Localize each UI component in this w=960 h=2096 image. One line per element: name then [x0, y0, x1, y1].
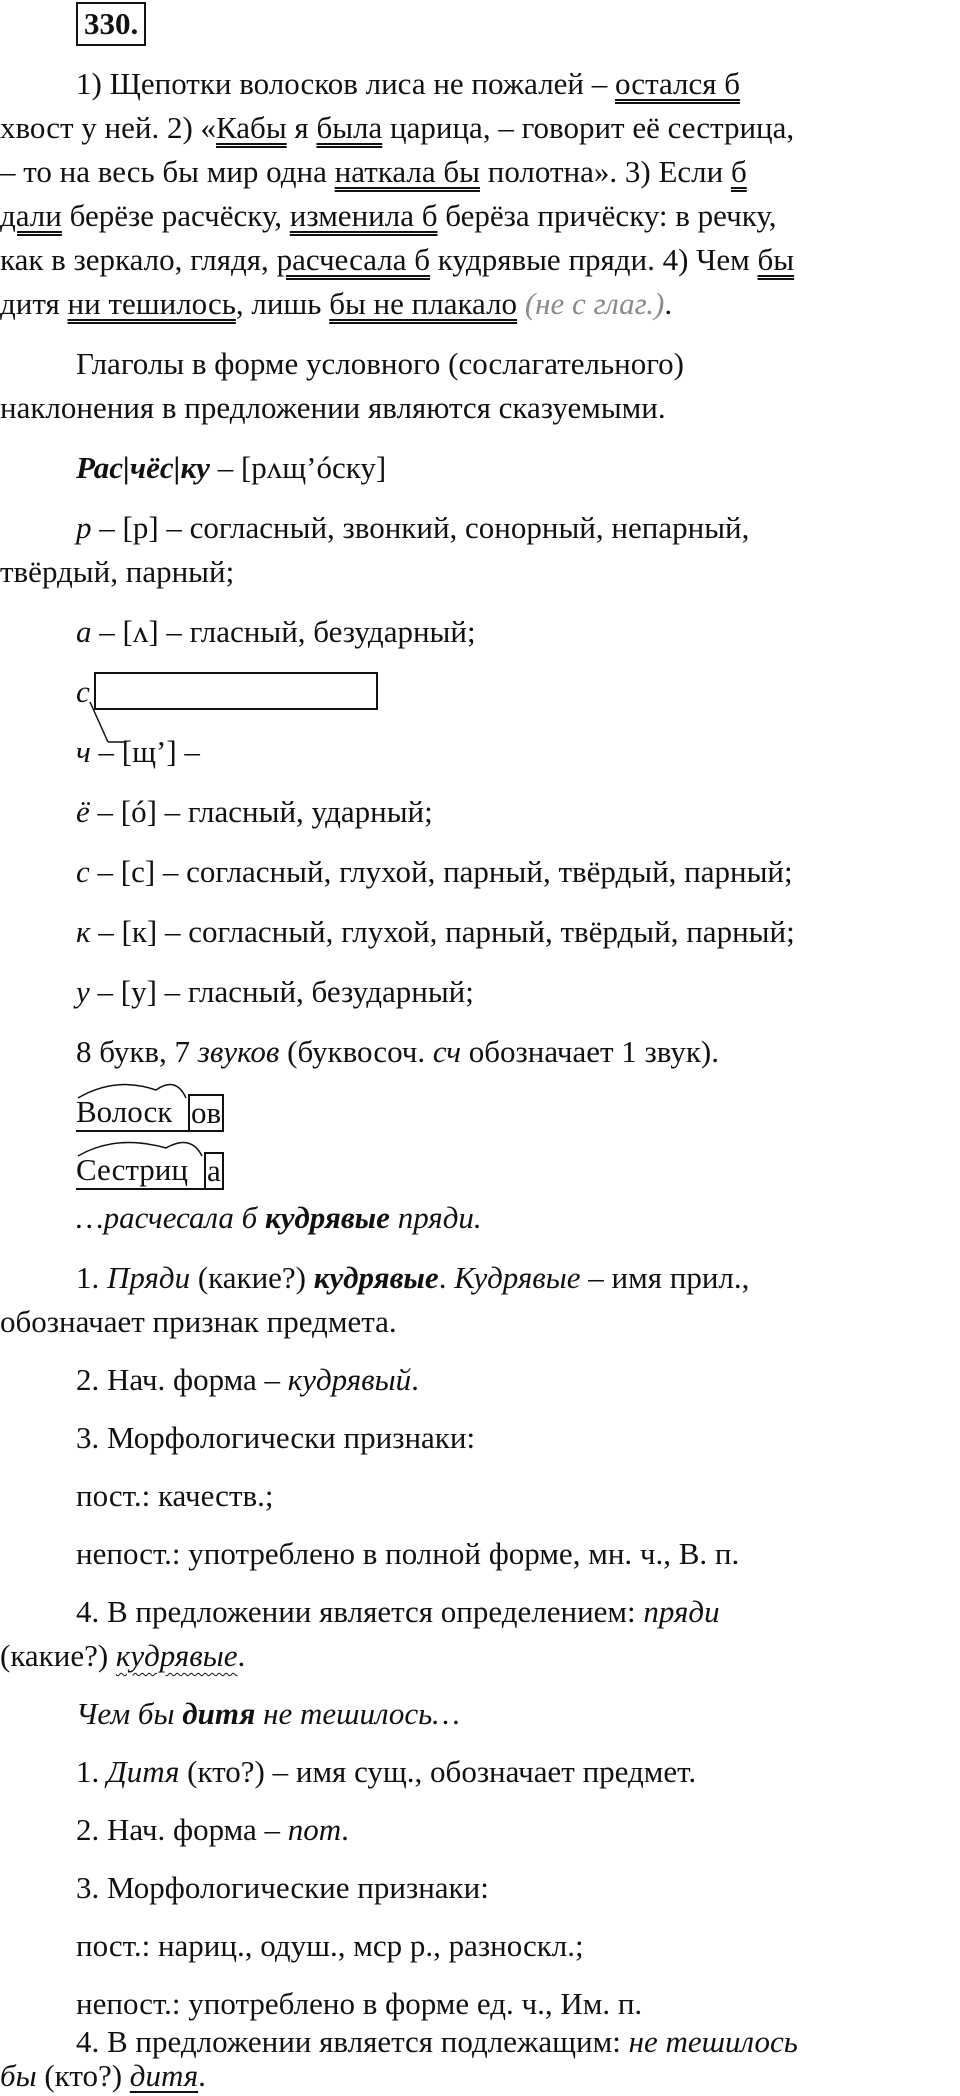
- text: сч: [432, 1034, 462, 1069]
- phonetic-r: [76, 510, 749, 546]
- text: звуков: [197, 1034, 280, 1069]
- text: как в зеркало, глядя,: [0, 242, 277, 277]
- text: – имя прил.,: [580, 1260, 750, 1295]
- predicate-underlined: изменила б: [289, 198, 438, 233]
- phonetic-ch: [76, 734, 200, 770]
- predicate-underlined: Кабы: [216, 110, 287, 145]
- analysis1-p3: 3. Морфологически признаки:: [76, 1420, 476, 1455]
- text: кудрявые пряди. 4) Чем: [430, 242, 758, 277]
- text: – то на весь бы мир одна: [0, 154, 335, 189]
- blank-answer-box: [94, 672, 378, 710]
- text: [517, 286, 525, 321]
- letter: ё: [76, 794, 90, 829]
- letter: к: [76, 914, 91, 949]
- text: .: [237, 1638, 246, 1673]
- text: кудрявые: [265, 1200, 390, 1235]
- predicate-underlined: ни тешилось: [67, 286, 236, 321]
- text: (какие?): [190, 1260, 314, 1295]
- subject-underlined: дитя: [129, 2058, 199, 2093]
- text: 1.: [76, 1260, 107, 1295]
- intro-line-6: [0, 286, 672, 322]
- text: царица, – говорит её сестрица,: [382, 110, 795, 145]
- text: .: [341, 1812, 349, 1847]
- predicate-underlined: наткала бы: [334, 154, 480, 189]
- text: (кто?): [36, 2058, 130, 2093]
- transcription: – [рʌщ’óску]: [209, 450, 387, 485]
- text: 4. В предложении является определением:: [76, 1594, 644, 1629]
- separator: |: [123, 450, 130, 485]
- predicate-underlined: б: [730, 154, 747, 189]
- predicate-underlined: дали: [0, 198, 62, 233]
- analysis1-header: [76, 1200, 482, 1236]
- text: 1) Щепотки волосков лиса не пожалей –: [76, 66, 616, 101]
- letter: р: [76, 510, 92, 545]
- text: обозначает 1 звук).: [461, 1034, 720, 1069]
- text: .: [438, 1260, 455, 1295]
- text: .: [198, 2058, 206, 2093]
- letter: у: [76, 974, 90, 1009]
- predicate-underlined: была: [316, 110, 383, 145]
- text: дитя: [0, 286, 68, 321]
- analysis1-p4: [76, 1594, 720, 1630]
- text: берёза причёску: в речку,: [437, 198, 777, 233]
- analysis2-p3b: непост.: употреблено в форме ед. ч., Им. п.: [76, 1986, 643, 2021]
- attribute-underlined: кудрявые: [115, 1638, 238, 1673]
- text: Пряди: [107, 1260, 191, 1295]
- text: не тешилось…: [255, 1696, 460, 1731]
- description: – [с] – согласный, глухой, парный, твёрдый, парный;: [89, 854, 793, 889]
- text: (буквосоч.: [279, 1034, 433, 1069]
- text: 8 букв, 7: [76, 1034, 198, 1069]
- description: – [р] – согласный, звонкий, сонорный, непарный,: [91, 510, 750, 545]
- predicate-underlined: остался б: [615, 66, 741, 101]
- text: 1.: [76, 1754, 107, 1789]
- text: Кудрявые: [454, 1260, 581, 1295]
- letter: с: [76, 674, 90, 709]
- text: …расчесала б: [76, 1200, 265, 1235]
- text: .: [664, 286, 673, 321]
- phonetic-r-cont: твёрдый, парный;: [0, 554, 235, 589]
- analysis2-p2: [76, 1812, 349, 1848]
- analysis2-p4-cont: [0, 2058, 206, 2094]
- letter: ч: [76, 734, 91, 769]
- phonetic-k: [76, 914, 795, 950]
- gray-note: (не с глаг.): [524, 286, 665, 321]
- analysis1-p3a: пост.: качеств.;: [76, 1478, 274, 1513]
- text: бы: [0, 2058, 37, 2093]
- text: хвост у ней. 2) «: [0, 110, 217, 145]
- phonetic-word: [76, 450, 386, 486]
- description: – [к] – согласный, глухой, парный, твёрдый, парный;: [90, 914, 795, 949]
- text: полотна». 3) Если: [479, 154, 731, 189]
- text: не тешилось: [628, 2024, 798, 2059]
- description: – [ʌ] – гласный, безударный;: [91, 614, 476, 649]
- predicate-underlined: бы не плакало: [329, 286, 518, 321]
- intro-line-3: [0, 154, 747, 190]
- ending-box: ов: [188, 1094, 224, 1132]
- text: дитя: [182, 1696, 256, 1731]
- analysis2-p1: [76, 1754, 696, 1790]
- stem: Волоск: [76, 1094, 188, 1132]
- intro-line-4: [0, 198, 777, 234]
- phonetic-u: [76, 974, 474, 1010]
- syllable: ку: [180, 450, 210, 485]
- text: (кто?) – имя сущ., обозначает предмет.: [179, 1754, 697, 1789]
- text: (какие?): [0, 1638, 116, 1673]
- intro-line-5: [0, 242, 794, 278]
- analysis2-p3: 3. Морфологические признаки:: [76, 1870, 489, 1905]
- ending-box: а: [204, 1152, 224, 1190]
- letter: с: [76, 854, 90, 889]
- predicate-underlined: расчесала б: [276, 242, 431, 277]
- text: кудрявые: [313, 1260, 439, 1295]
- conditional-line-2: наклонения в предложении являются сказуемыми.: [0, 390, 666, 425]
- stem: Сестриц: [76, 1152, 204, 1190]
- text: пряди: [643, 1594, 720, 1629]
- description: – [ó] – гласный, ударный;: [89, 794, 433, 829]
- predicate-underlined: бы: [757, 242, 795, 277]
- analysis1-p1: [76, 1260, 749, 1296]
- text: Чем бы: [76, 1696, 183, 1731]
- text: берёзе расчёску,: [61, 198, 290, 233]
- syllable: чёс: [129, 450, 174, 485]
- text: .: [411, 1362, 419, 1397]
- text: 2. Нач. форма –: [76, 1362, 288, 1397]
- syllable: Рас: [76, 450, 124, 485]
- intro-line-2: [0, 110, 794, 146]
- phonetic-s2: [76, 854, 793, 890]
- description: – [щ’] –: [90, 734, 200, 769]
- phonetic-yo: [76, 794, 433, 830]
- text: 2. Нач. форма –: [76, 1812, 288, 1847]
- analysis1-p4-cont: [0, 1638, 245, 1674]
- conditional-line-1: Глаголы в форме условного (сослагательного): [76, 346, 684, 381]
- phonetic-a: [76, 614, 476, 650]
- analysis1-p2: [76, 1362, 419, 1398]
- intro-line-1: [76, 66, 740, 102]
- text: пряди.: [389, 1200, 482, 1235]
- text: 4. В предложении является подлежащим:: [76, 2024, 629, 2059]
- phonetic-summary: [76, 1034, 719, 1070]
- analysis2-p4: [76, 2024, 798, 2060]
- text: пот: [287, 1812, 342, 1847]
- description: – [у] – гласный, безударный;: [89, 974, 474, 1009]
- analysis2-p3a: пост.: нариц., одуш., мср р., разноскл.;: [76, 1928, 584, 1963]
- text: я: [286, 110, 317, 145]
- separator: |: [173, 450, 181, 485]
- analysis1-p1-cont: обозначает признак предмета.: [0, 1304, 397, 1339]
- letter: а: [76, 614, 92, 649]
- analysis2-header: [76, 1696, 460, 1732]
- exercise-number: 330.: [76, 2, 146, 46]
- analysis1-p3b: непост.: употреблено в полной форме, мн. ч., В. п.: [76, 1536, 740, 1571]
- text: Дитя: [107, 1754, 180, 1789]
- text: , лишь: [235, 286, 330, 321]
- text: кудрявый: [287, 1362, 412, 1397]
